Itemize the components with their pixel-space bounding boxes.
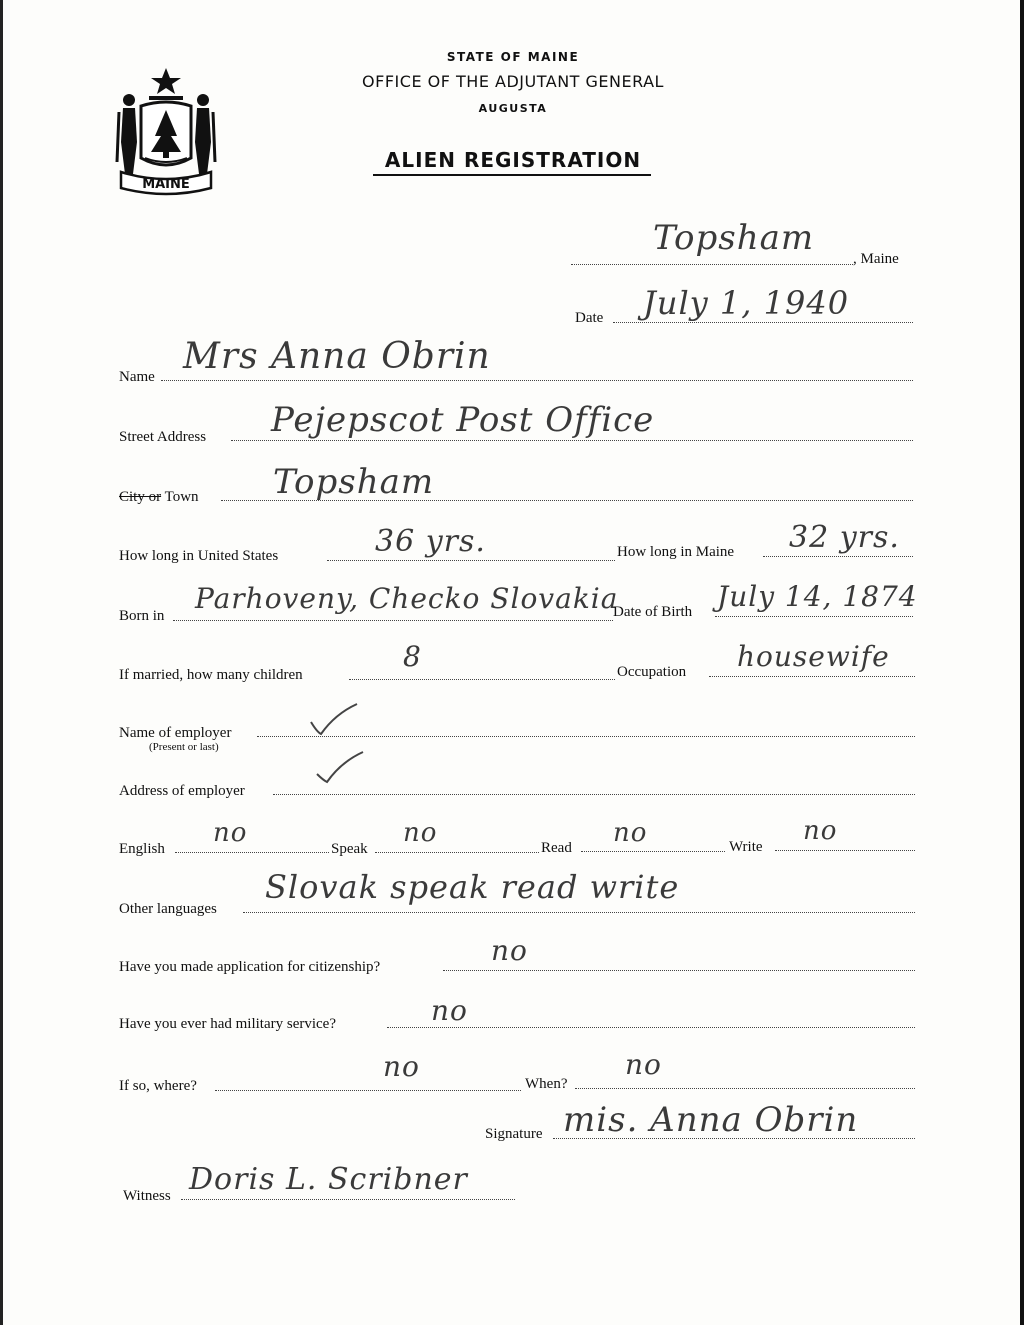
employer-address-line bbox=[273, 794, 915, 795]
where-label: If so, where? bbox=[119, 1078, 197, 1094]
occupation-line bbox=[709, 676, 915, 677]
how-long-maine-value: 32 yrs. bbox=[789, 520, 900, 555]
employer-note: (Present or last) bbox=[149, 741, 219, 753]
where-value: no bbox=[383, 1050, 420, 1083]
write-value: no bbox=[803, 816, 838, 846]
town-top-line bbox=[571, 264, 853, 265]
born-in-line bbox=[173, 620, 613, 621]
date-of-birth-value: July 14, 1874 bbox=[717, 580, 918, 613]
children-line bbox=[349, 679, 615, 680]
form-title: ALIEN REGISTRATION bbox=[384, 148, 642, 172]
title-underline bbox=[373, 174, 651, 176]
date-label: Date bbox=[575, 310, 604, 326]
how-long-us-value: 36 yrs. bbox=[375, 524, 486, 559]
name-line bbox=[161, 380, 913, 381]
header-office: OFFICE OF THE ADJUTANT GENERAL bbox=[362, 72, 664, 91]
military-line bbox=[387, 1027, 915, 1028]
speak-value: no bbox=[403, 818, 438, 848]
employer-address-label: Address of employer bbox=[119, 783, 245, 799]
military-value: no bbox=[431, 994, 468, 1027]
street-address-value: Pejepscot Post Office bbox=[271, 400, 655, 440]
read-value: no bbox=[613, 818, 648, 848]
speak-line bbox=[375, 852, 539, 853]
name-label: Name bbox=[119, 369, 155, 385]
date-of-birth-label: Date of Birth bbox=[613, 604, 693, 620]
state-seal-icon bbox=[111, 62, 221, 198]
children-value: 8 bbox=[403, 640, 422, 673]
signature-label: Signature bbox=[485, 1126, 543, 1142]
where-line bbox=[215, 1090, 521, 1091]
other-languages-line bbox=[243, 912, 915, 913]
check-mark-icon bbox=[309, 748, 369, 788]
employer-name-label: Name of employer bbox=[119, 725, 232, 741]
town-top-value: Topsham bbox=[653, 218, 815, 258]
street-address-line bbox=[231, 440, 913, 441]
name-value: Mrs Anna Obrin bbox=[183, 336, 491, 377]
speak-label: Speak bbox=[331, 841, 368, 857]
read-label: Read bbox=[541, 840, 572, 856]
witness-value: Doris L. Scribner bbox=[189, 1162, 468, 1197]
check-mark-icon bbox=[303, 700, 363, 740]
children-label: If married, how many children bbox=[119, 667, 303, 683]
english-label: English bbox=[119, 841, 165, 857]
citizenship-value: no bbox=[491, 934, 528, 967]
other-languages-label: Other languages bbox=[119, 901, 217, 917]
how-long-maine-line bbox=[763, 556, 913, 557]
write-line bbox=[775, 850, 915, 851]
header-state: STATE OF MAINE bbox=[446, 50, 580, 64]
how-long-us-line bbox=[327, 560, 615, 561]
street-address-label: Street Address bbox=[119, 429, 207, 445]
other-languages-value: Slovak speak read write bbox=[265, 868, 680, 906]
how-long-us-label: How long in United States bbox=[119, 548, 279, 564]
signature-value: mis. Anna Obrin bbox=[563, 1100, 859, 1140]
how-long-maine-label: How long in Maine bbox=[617, 544, 735, 560]
date-of-birth-line bbox=[715, 616, 913, 617]
date-value: July 1, 1940 bbox=[643, 284, 850, 322]
town-label bbox=[119, 489, 199, 506]
svg-text:MAINE: MAINE bbox=[142, 177, 190, 192]
header-city: AUGUSTA bbox=[478, 102, 548, 115]
born-in-value: Parhoveny, Checko Slovakia bbox=[195, 582, 619, 615]
military-label: Have you ever had military service? bbox=[119, 1016, 336, 1032]
witness-line bbox=[181, 1199, 515, 1200]
date-line bbox=[613, 322, 913, 323]
born-in-label: Born in bbox=[119, 608, 165, 624]
read-line bbox=[581, 851, 725, 852]
citizenship-label: Have you made application for citizenship? bbox=[119, 959, 381, 975]
write-label: Write bbox=[729, 839, 763, 855]
town-value: Topsham bbox=[273, 462, 435, 502]
town-text: Town bbox=[161, 489, 199, 505]
english-line bbox=[175, 852, 329, 853]
occupation-value: housewife bbox=[737, 640, 890, 673]
when-value: no bbox=[625, 1048, 662, 1081]
city-struck-text: City or bbox=[119, 489, 162, 505]
english-value: no bbox=[213, 818, 248, 848]
when-line bbox=[575, 1088, 915, 1089]
occupation-label: Occupation bbox=[617, 664, 687, 680]
citizenship-line bbox=[443, 970, 915, 971]
maine-label: , Maine bbox=[853, 251, 899, 267]
when-label: When? bbox=[525, 1076, 568, 1092]
witness-label: Witness bbox=[123, 1188, 171, 1204]
